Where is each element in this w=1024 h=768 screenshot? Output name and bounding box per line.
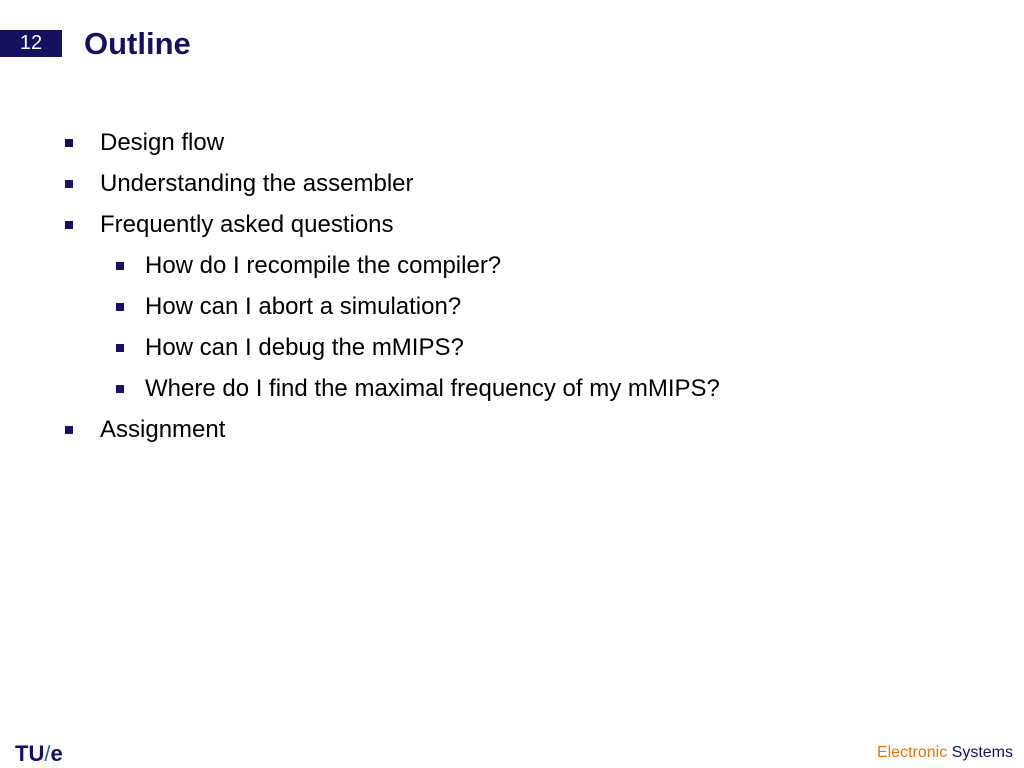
outline-subitem [0, 286, 720, 327]
square-bullet-icon [116, 344, 124, 352]
square-bullet-icon [65, 139, 73, 147]
square-bullet-icon [116, 262, 124, 270]
outline-item-text: Assignment [100, 416, 226, 443]
logo-tu: TU [15, 741, 45, 766]
outline-subitem-text: How can I debug the mMIPS? [145, 334, 464, 361]
footer-brand [877, 742, 1013, 764]
outline-item-text: Understanding the assembler [100, 170, 414, 197]
tue-logo [15, 740, 63, 768]
square-bullet-icon [116, 303, 124, 311]
brand-systems: Systems [951, 744, 1013, 761]
square-bullet-icon [116, 385, 124, 393]
square-bullet-icon [65, 426, 73, 434]
slide-number-badge [0, 30, 62, 57]
outline-item [0, 163, 720, 204]
square-bullet-icon [65, 180, 73, 188]
outline-subitem [0, 368, 720, 409]
square-bullet-icon [65, 221, 73, 229]
outline-item-text: Frequently asked questions [100, 211, 394, 238]
outline-item [0, 122, 720, 163]
outline-item-text: Design flow [100, 129, 225, 156]
logo-e: e [50, 741, 63, 766]
outline-item [0, 204, 720, 245]
outline-item [0, 409, 720, 450]
slide-number: 12 [19, 32, 43, 54]
logo-slash: / [44, 741, 51, 766]
brand-electronic: Electronic [876, 744, 948, 761]
outline-subitem-text: How can I abort a simulation? [145, 293, 462, 320]
outline-subitem [0, 245, 720, 286]
outline-subitem-text: Where do I find the maximal frequency of my mMIPS? [145, 375, 720, 402]
outline-subitem [0, 327, 720, 368]
outline-subitem-text: How do I recompile the compiler? [145, 252, 502, 279]
slide-title: Outline [84, 26, 191, 61]
outline-list [0, 122, 720, 450]
